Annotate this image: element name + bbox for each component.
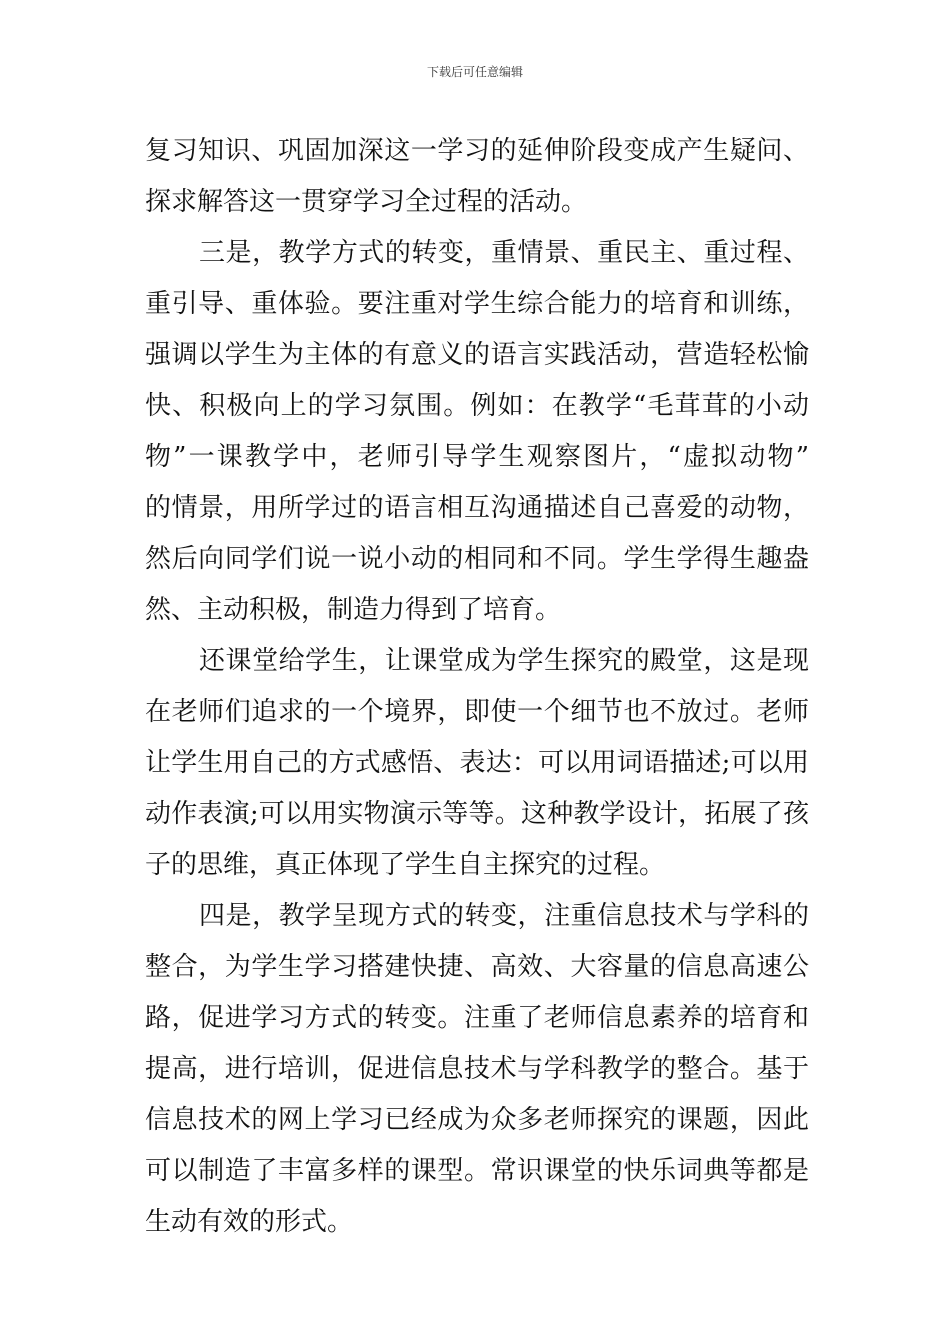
text-line: 然、主动积极，制造力得到了培育。 xyxy=(145,595,562,625)
text-line: 的情景，用所学过的语言相互沟通描述自己喜爱的动物， xyxy=(145,493,809,523)
text-line: 三是，教学方式的转变，重情景、重民主、重过程、 xyxy=(199,238,809,268)
text-line: 提高，进行培训，促进信息技术与学科教学的整合。基于 xyxy=(145,1054,809,1084)
text-line: 四是，教学呈现方式的转变，注重信息技术与学科的 xyxy=(199,901,809,931)
text-line: 让学生用自己的方式感悟、表达：可以用词语描述;可以用 xyxy=(145,748,809,778)
document-body xyxy=(145,126,809,1248)
text-line: 整合，为学生学习搭建快捷、高效、大容量的信息高速公 xyxy=(145,952,809,982)
text-line: 路，促进学习方式的转变。注重了老师信息素养的培育和 xyxy=(145,1003,809,1033)
page-header-note: 下载后可任意编辑 xyxy=(426,65,523,79)
text-line: 生动有效的形式。 xyxy=(145,1207,354,1237)
text-line: 复习知识、巩固加深这一学习的延伸阶段变成产生疑问、 xyxy=(145,136,809,166)
text-line: 信息技术的网上学习已经成为众多老师探究的课题，因此 xyxy=(145,1105,809,1135)
text-line: 重引导、重体验。要注重对学生综合能力的培育和训练， xyxy=(145,289,809,319)
text-line: 快、积极向上的学习氛围。例如：在教学“毛茸茸的小动 xyxy=(145,391,809,421)
text-line: 然后向同学们说一说小动的相同和不同。学生学得生趣盎 xyxy=(145,544,809,574)
text-line: 强调以学生为主体的有意义的语言实践活动，营造轻松愉 xyxy=(145,340,809,370)
text-line: 子的思维，真正体现了学生自主探究的过程。 xyxy=(145,850,666,880)
text-line: 动作表演;可以用实物演示等等。这种教学设计，拓展了孩 xyxy=(145,799,809,829)
text-line: 可以制造了丰富多样的课型。常识课堂的快乐词典等都是 xyxy=(145,1156,809,1186)
text-line: 探求解答这一贯穿学习全过程的活动。 xyxy=(145,187,588,217)
text-line: 还课堂给学生，让课堂成为学生探究的殿堂，这是现 xyxy=(199,646,809,676)
text-line: 在老师们追求的一个境界，即使一个细节也不放过。老师 xyxy=(145,697,809,727)
text-line: 物”一课教学中，老师引导学生观察图片，“虚拟动物” xyxy=(145,442,809,472)
